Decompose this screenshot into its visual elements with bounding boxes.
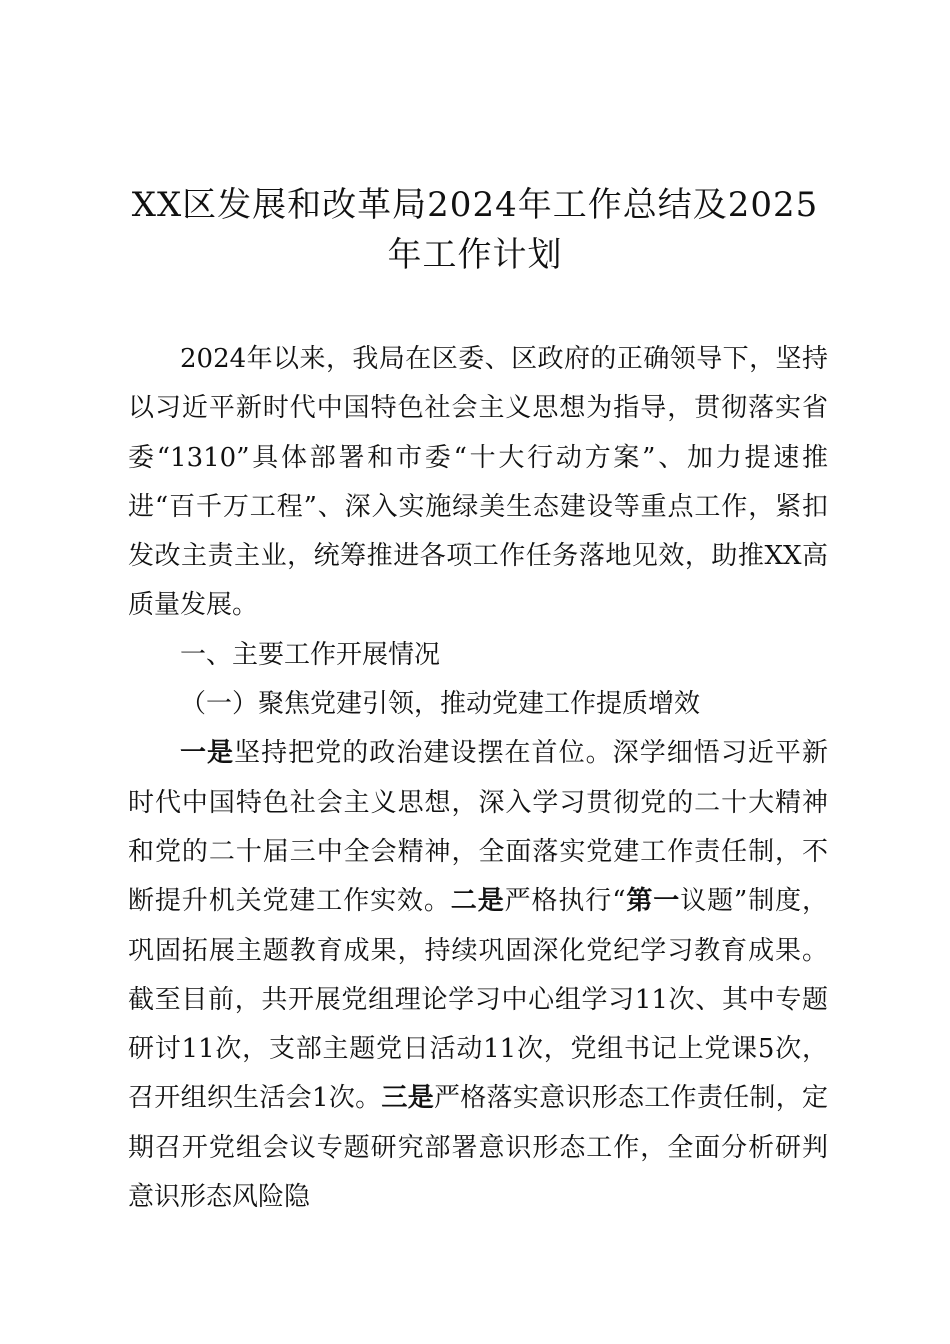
subsection-heading: （一）聚焦党建引领，推动党建工作提质增效 [180, 689, 701, 720]
paragraph-text-1: 坚持把党的政治建设摆在首位。深学细悟习近平新时代中国特色社会主义思想，深入学习贯彻党的二十大精神和党的二十届三中全会精神，全面落实党建工作责任制，不断提升机关党建工作实效。 [128, 738, 828, 917]
bold-term: 第一 [625, 886, 681, 917]
document-title: XX区发展和改革局2024年工作总结及2025年工作计划 [131, 185, 819, 275]
paragraph-text-2a: 严格执行“ [504, 886, 626, 917]
paragraph-text-2b: 议题”制度，巩固拓展主题教育成果，持续巩固深化党纪学习教育成果。截至目前，共开展党组理论学习中心组学习11次、其中专题研讨11次，支部主题党日活动11次，党组书记上党课5次，召开组织生活会1次。 [128, 886, 828, 1114]
lead-phrase-2: 二是 [450, 886, 505, 917]
document-body [128, 335, 828, 1222]
lead-phrase-1: 一是 [180, 738, 235, 769]
lead-phrase-3: 三是 [381, 1083, 434, 1114]
section-heading: 一、主要工作开展情况 [180, 639, 441, 670]
paragraph-text-3: 严格落实意识形态工作责任制，定期召开党组会议专题研究部署意识形态工作，全面分析研判意识形态风险隐 [128, 1083, 828, 1213]
intro-paragraph: 2024年以来，我局在区委、区政府的正确领导下，坚持以习近平新时代中国特色社会主义思想为指导，贯彻落实省委“1310”具体部署和市委“十大行动方案”、加力提速推进“百千万工程”、深入实施绿美生态建设等重点工作，紧扣发改主责主业，统筹推进各项工作任务落地见效，助推XX高质量发展。 [128, 344, 828, 621]
body-paragraph [128, 729, 828, 1222]
